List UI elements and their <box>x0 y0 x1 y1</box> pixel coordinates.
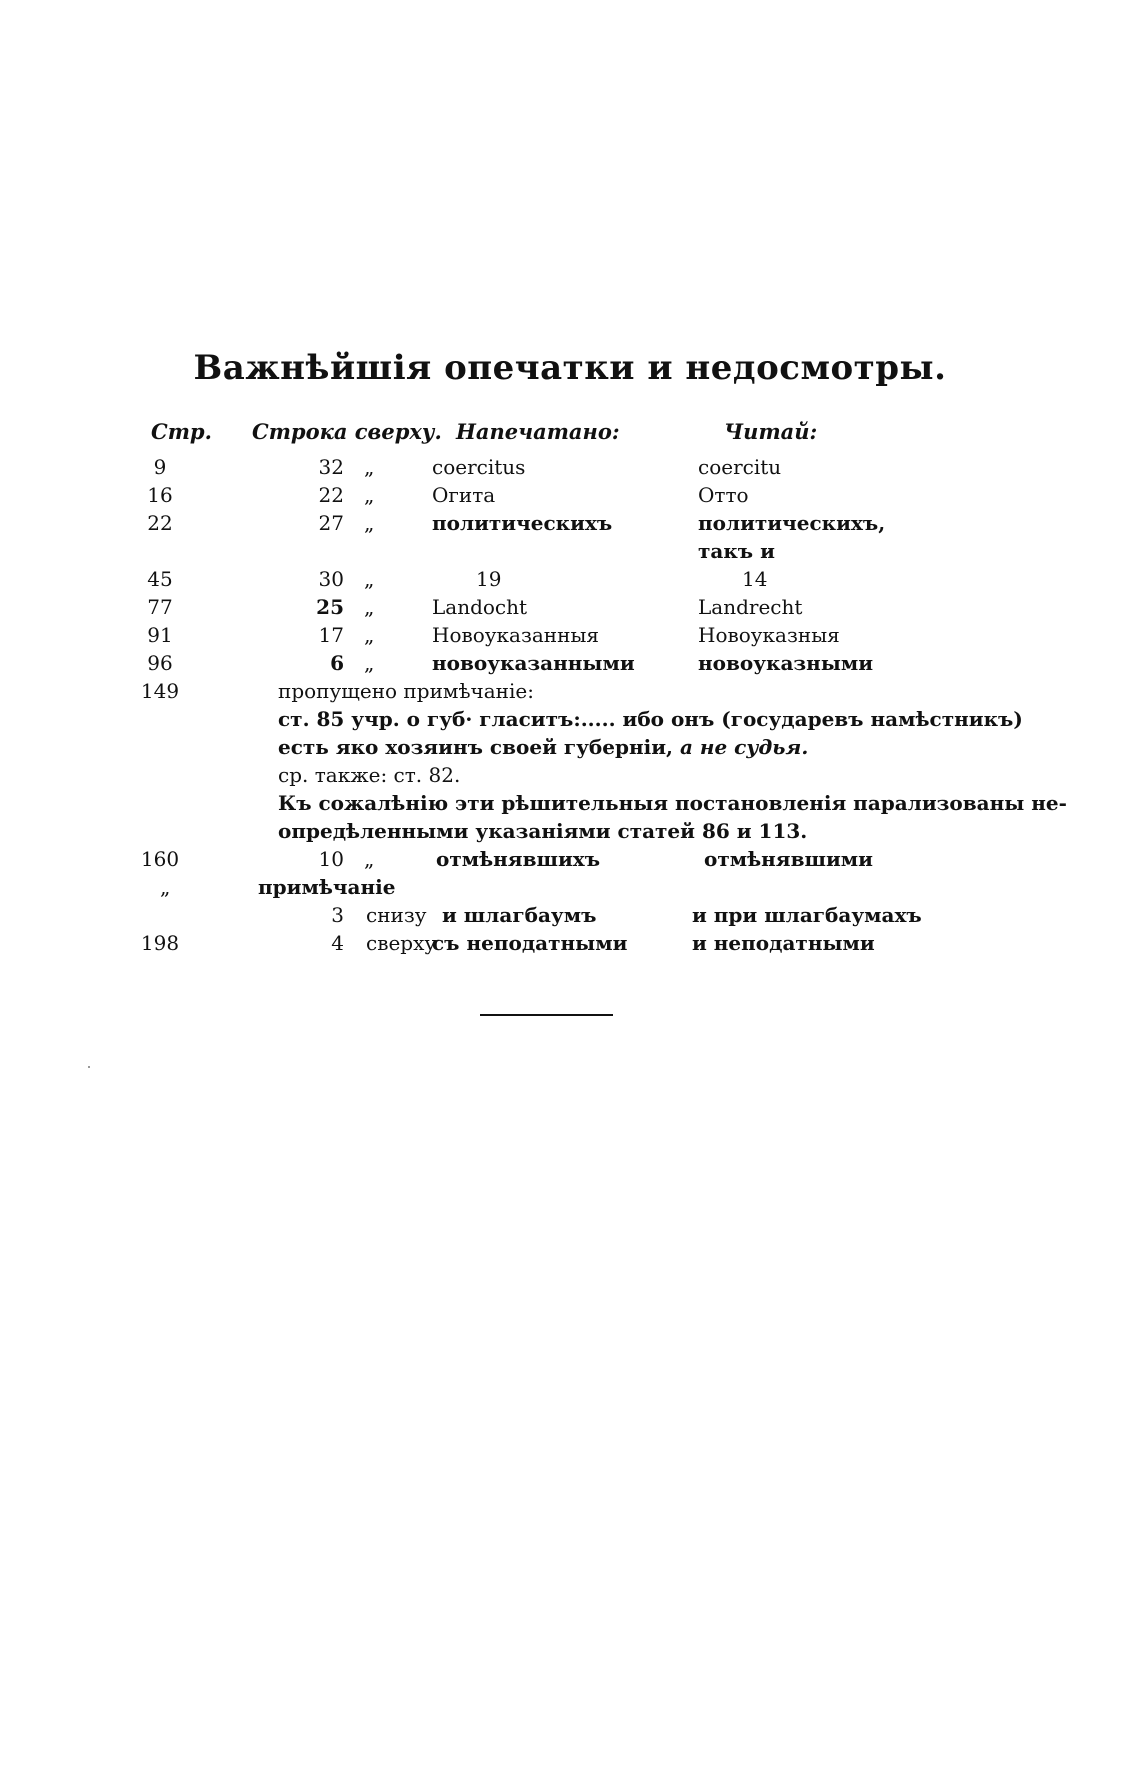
line-number: 3 <box>331 903 344 927</box>
ditto-mark: „ <box>364 847 375 871</box>
page-number: 45 <box>147 567 173 591</box>
header-read: Читай: <box>724 419 818 444</box>
page-number: 9 <box>153 455 167 479</box>
note-line-text: есть яко хозяинъ своей губерніи, <box>278 735 674 759</box>
page-number: 160 <box>140 847 180 871</box>
paper-speck <box>88 1066 90 1068</box>
ditto-mark: „ <box>364 567 375 591</box>
page-number: 91 <box>147 623 173 647</box>
page-number: 77 <box>147 595 173 619</box>
errata-row <box>0 509 1140 537</box>
ditto-mark: „ <box>364 651 375 675</box>
errata-row <box>0 481 1140 509</box>
note-label: примѣчаніе <box>258 875 396 899</box>
line-direction: сверху <box>366 931 437 955</box>
line-number: 25 <box>316 595 344 619</box>
printed-text: coercitus <box>432 455 526 479</box>
line-number: 17 <box>318 623 344 647</box>
errata-row <box>0 649 1140 677</box>
correct-text: Landrecht <box>698 595 803 619</box>
errata-row <box>0 845 1140 873</box>
page-title: Важнѣйшія опечатки и недосмотры. <box>193 348 947 388</box>
errata-row <box>0 593 1140 621</box>
line-direction: снизу <box>366 903 427 927</box>
errata-row-continuation <box>0 537 1140 565</box>
printed-text: новоуказанными <box>432 651 635 675</box>
correct-text: политическихъ, <box>698 511 886 535</box>
correct-text: 14 <box>742 567 768 591</box>
header-page: Стр. <box>151 419 212 444</box>
note-line: ср. также: ст. 82. <box>278 763 461 787</box>
page-number: 198 <box>140 931 180 955</box>
line-number: 27 <box>318 511 344 535</box>
errata-row <box>0 901 1140 929</box>
line-number: 10 <box>318 847 344 871</box>
correct-text: отмѣнявшими <box>704 847 874 871</box>
closing-rule <box>480 1014 613 1016</box>
line-number: 32 <box>318 455 344 479</box>
ditto-mark: „ <box>160 875 171 899</box>
note-emphasis: а не судья. <box>679 735 809 759</box>
errata-row <box>0 873 1140 901</box>
correct-text: и неподатными <box>692 931 875 955</box>
ditto-mark: „ <box>364 455 375 479</box>
note-line: пропущено примѣчаніе: <box>278 679 534 703</box>
page-number: 149 <box>140 679 180 703</box>
errata-row <box>0 929 1140 957</box>
header-printed: Напечатано: <box>456 419 620 444</box>
printed-text: Новоуказанныя <box>432 623 600 647</box>
correct-text: Новоуказныя <box>698 623 840 647</box>
note-line: ст. 85 учр. о губ· гласитъ:..... ибо онъ (государевъ намѣстникъ) <box>278 707 1023 731</box>
correct-text: и при шлагбаумахъ <box>692 903 922 927</box>
errata-note-row <box>0 677 1140 705</box>
line-number: 6 <box>330 651 344 675</box>
printed-text: политическихъ <box>432 511 613 535</box>
printed-text: и шлагбаумъ <box>442 903 597 927</box>
ditto-mark: „ <box>364 623 375 647</box>
printed-text: 19 <box>476 567 502 591</box>
correct-text: Отто <box>698 483 749 507</box>
note-line: опредѣленными указаніями статей 86 и 113. <box>278 819 808 843</box>
line-number: 22 <box>318 483 344 507</box>
line-number: 30 <box>318 567 344 591</box>
line-number: 4 <box>331 931 344 955</box>
printed-text: съ неподатными <box>432 931 628 955</box>
printed-text: отмѣнявшихъ <box>436 847 601 871</box>
ditto-mark: „ <box>364 511 375 535</box>
correct-text: coercitu <box>698 455 782 479</box>
header-line-from-top: Строка сверху. <box>252 419 442 444</box>
errata-row <box>0 621 1140 649</box>
errata-row <box>0 453 1140 481</box>
note-line: Къ сожалѣнію эти рѣшительныя постановленія парализованы не- <box>278 791 1067 815</box>
page-number: 22 <box>147 511 173 535</box>
page-number: 16 <box>147 483 173 507</box>
correct-text: такъ и <box>698 539 775 563</box>
errata-row <box>0 565 1140 593</box>
page-number: 96 <box>147 651 173 675</box>
ditto-mark: „ <box>364 483 375 507</box>
ditto-mark: „ <box>364 595 375 619</box>
printed-text: Landocht <box>432 595 528 619</box>
note-line <box>278 733 808 761</box>
correct-text: новоуказными <box>698 651 874 675</box>
printed-text: Огита <box>432 483 496 507</box>
